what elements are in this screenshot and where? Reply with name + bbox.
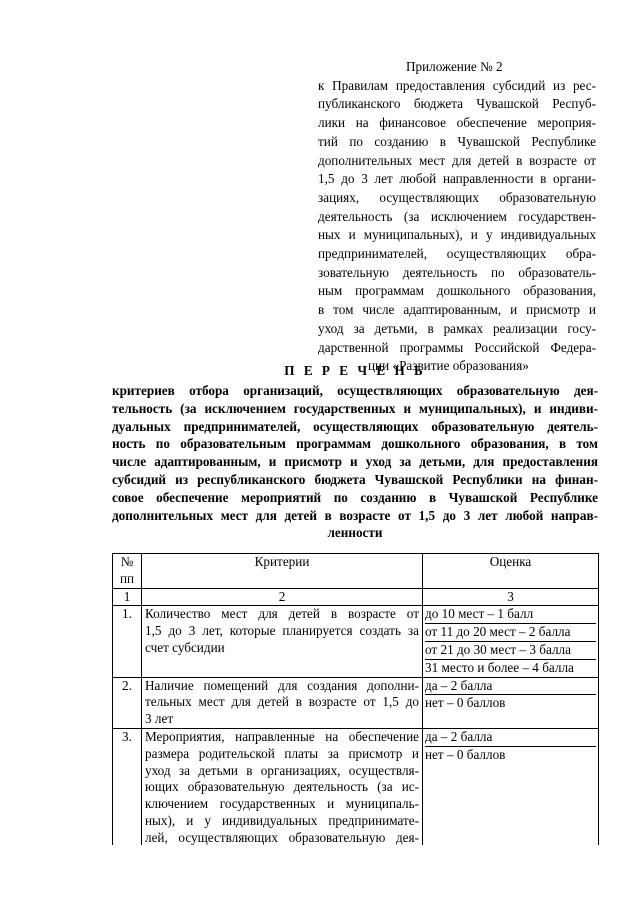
- header-num: № пп: [113, 554, 142, 589]
- heading-title: П Е Р Е Ч Е Н Ь: [284, 363, 426, 378]
- appendix-line: дополнительных мест для детей в возрасте от: [318, 152, 596, 168]
- criteria-line: уход за детьми в организациях, осуществля-: [145, 762, 419, 778]
- heading-line: дополнительных мест для детей в возрасте от 1,5 до 3 лет любой направ-: [112, 507, 598, 523]
- criteria-line: ключением государственных и муниципаль-: [145, 796, 419, 812]
- criteria-cell: [142, 728, 423, 863]
- page-cut-mask: [0, 845, 640, 905]
- score-option: нет – 0 баллов: [425, 695, 506, 711]
- appendix-line: лики на финансовое обеспечение мероприя-: [318, 115, 596, 131]
- appendix-text: [318, 77, 596, 376]
- heading-line: субсидий из республиканского бюджета Чувашской Республики на финан-: [112, 471, 598, 487]
- criteria-cell: [142, 606, 423, 677]
- heading-line: тельность (за исключением государственных и муниципальных), и индиви-: [112, 400, 598, 416]
- score-option: да – 2 балла: [425, 678, 596, 696]
- col-number: 1: [113, 588, 142, 606]
- score-option: нет – 0 баллов: [425, 746, 506, 762]
- appendix-line: публиканского бюджета Чувашской Респуб-: [318, 96, 596, 112]
- heading-line: ленности: [327, 525, 383, 541]
- heading-line: критериев отбора организаций, осуществляющих образовательную дея-: [112, 383, 598, 398]
- score-cell: [423, 728, 599, 863]
- row-number: 3.: [113, 728, 142, 863]
- appendix-block: [318, 58, 596, 376]
- score-cell: [423, 677, 599, 728]
- appendix-line: дарственной программы Российской Федера-: [318, 339, 596, 355]
- appendix-number: Приложение № 2: [406, 59, 503, 74]
- criteria-line: Мероприятия, направленные на обеспечение: [145, 728, 419, 744]
- column-number-row: [113, 588, 599, 606]
- table-row: [113, 677, 599, 728]
- heading-subtitle: [112, 382, 598, 542]
- appendix-line: ных и муниципальных), и у индивидуальных: [318, 227, 596, 243]
- heading-line: ность по образовательным программам дошкольного образования, в том: [112, 436, 598, 452]
- appendix-line: тий по созданию в Чувашской Республике: [318, 133, 596, 149]
- score-option: от 21 до 30 мест – 3 балла: [425, 642, 596, 660]
- criteria-line: размера родительской платы за присмотр и: [145, 745, 419, 761]
- appendix-line: деятельность (за исключением государствен-: [318, 208, 596, 224]
- appendix-line: зациях, осуществляющих образовательную: [318, 189, 596, 205]
- criteria-line: лей, осуществляющих образовательную дея-: [145, 829, 419, 845]
- criteria-line: ющих образовательную деятельность (за ис-: [145, 779, 419, 795]
- score-option: от 11 до 20 мест – 2 балла: [425, 624, 596, 642]
- appendix-line: к Правилам предоставления субсидий из рес-: [318, 77, 596, 93]
- appendix-line: зовательную деятельность по образователь-: [318, 264, 596, 280]
- table-row: [113, 728, 599, 863]
- criteria-line: 1,5 до 3 лет, которые планируется создать за: [145, 623, 419, 639]
- score-cell: [423, 606, 599, 677]
- table-header-row: [113, 554, 599, 589]
- row-number: 2.: [113, 677, 142, 728]
- row-number: 1.: [113, 606, 142, 677]
- score-option: 31 место и более – 4 балла: [425, 659, 574, 675]
- score-option: до 10 мест – 1 балл: [425, 606, 596, 624]
- score-option: да – 2 балла: [425, 729, 596, 747]
- criteria-table: [112, 553, 599, 864]
- appendix-line: ции «Развитие образования»: [368, 358, 529, 374]
- appendix-line: 1,5 до 3 лет любой направленности в органи-: [318, 171, 596, 187]
- heading-line: дуальных предпринимателей, осуществляющих образовательную деятель-: [112, 418, 598, 434]
- criteria-line: счет субсидии: [145, 639, 225, 655]
- table-row: [113, 606, 599, 677]
- heading-line: числе адаптированным, и присмотр и уход за детьми, для предоставления: [112, 454, 598, 470]
- criteria-line: ных), и у индивидуальных предпринимате-: [145, 812, 419, 828]
- criteria-line: 3 лет: [145, 711, 174, 727]
- col-number: 3: [423, 588, 599, 606]
- appendix-line: уход за детьми, в рамках реализации госу-: [318, 320, 596, 336]
- heading-line: совое обеспечение мероприятий по созданию в Чувашской Республике: [112, 489, 598, 505]
- appendix-line: ным программам дошкольного образования,: [318, 283, 596, 299]
- criteria-cell: [142, 677, 423, 728]
- appendix-line: в том числе адаптированным, и присмотр и: [318, 302, 596, 318]
- criteria-line: Наличие помещений для создания дополни-: [145, 677, 419, 693]
- list-heading: [112, 362, 598, 542]
- header-criteria: Критерии: [142, 554, 423, 589]
- appendix-line: предпринимателей, осуществляющих обра-: [318, 246, 596, 262]
- col-number: 2: [142, 588, 423, 606]
- header-score: Оценка: [423, 554, 599, 589]
- criteria-line: тельных мест для детей в возрасте от 1,5 до: [145, 694, 419, 710]
- criteria-line: Количество мест для детей в возрасте от: [145, 606, 419, 622]
